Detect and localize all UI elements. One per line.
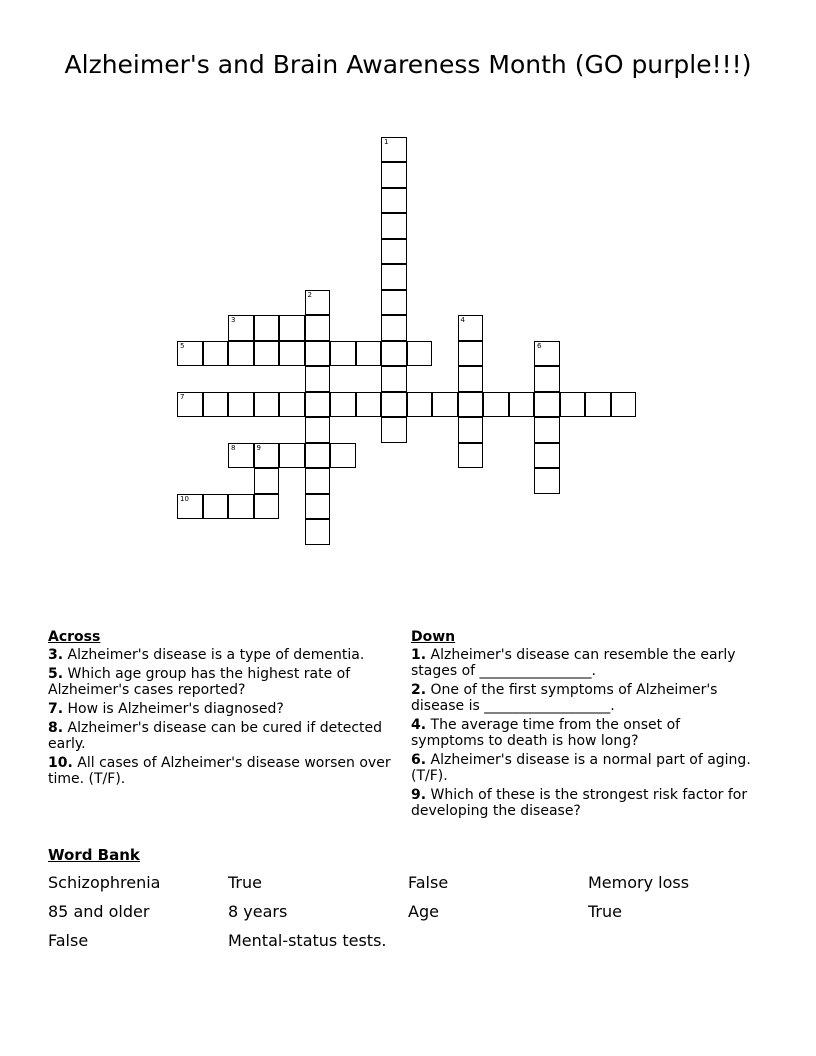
grid-cell[interactable] [534,443,560,469]
grid-cell[interactable] [279,443,305,469]
grid-cell[interactable] [228,392,254,418]
word-bank-item: False [408,873,449,892]
clue-number: 2. [411,682,427,698]
grid-cell[interactable] [534,341,560,367]
word-bank-item: 8 years [228,902,288,921]
grid-cell[interactable] [458,417,484,443]
across-clue [48,666,393,698]
grid-cell[interactable] [330,341,356,367]
grid-cell[interactable] [177,392,203,418]
grid-cell[interactable] [381,213,407,239]
down-clues [411,629,756,822]
grid-clue-number: 6 [537,341,542,350]
grid-cell[interactable] [305,417,331,443]
grid-cell[interactable] [305,519,331,545]
clue-number: 4. [411,717,427,733]
word-bank-item: Schizophrenia [48,873,161,892]
clue-text: One of the first symptoms of Alzheimer's disease is __________________. [411,682,718,714]
clue-text: Alzheimer's disease is a normal part of aging. (T/F). [411,752,751,784]
clue-number: 8. [48,720,64,736]
grid-cell[interactable] [203,341,229,367]
word-bank-heading: Word Bank [48,846,140,864]
grid-cell[interactable] [305,392,331,418]
page-title: Alzheimer's and Brain Awareness Month (GO purple!!!) [64,50,752,79]
across-heading: Across [48,629,101,645]
grid-cell[interactable] [254,392,280,418]
grid-cell[interactable] [356,392,382,418]
clue-text: Alzheimer's disease can be cured if detected early. [48,720,383,752]
grid-cell[interactable] [534,392,560,418]
down-heading: Down [411,629,456,645]
grid-cell[interactable] [305,341,331,367]
grid-clue-number: 7 [180,392,185,401]
word-bank-item: 85 and older [48,902,150,921]
grid-cell[interactable] [381,417,407,443]
grid-cell[interactable] [356,341,382,367]
down-clue [411,647,756,679]
clue-number: 6. [411,752,427,768]
grid-cell[interactable] [330,443,356,469]
grid-cell[interactable] [381,341,407,367]
grid-cell[interactable] [305,443,331,469]
grid-cell[interactable] [381,366,407,392]
grid-cell[interactable] [585,392,611,418]
grid-cell[interactable] [381,264,407,290]
grid-clue-number: 3 [231,316,236,324]
grid-cell[interactable] [407,392,433,418]
down-clue [411,752,756,784]
down-clue [411,717,756,749]
grid-clue-number: 1 [384,137,389,146]
word-bank-item: False [48,931,89,950]
grid-clue-number: 8 [231,443,236,452]
clue-text: Alzheimer's disease can resemble the early stages of ________________. [411,647,736,679]
grid-cell[interactable] [560,392,586,418]
grid-cell[interactable] [458,443,484,469]
grid-cell[interactable] [254,468,280,494]
clue-number: 7. [48,701,64,717]
word-bank-item: True [588,902,622,921]
grid-cell[interactable] [305,494,331,520]
grid-cell[interactable] [458,392,484,418]
grid-cell[interactable] [483,392,509,418]
clue-number: 3. [48,647,64,663]
grid-cell[interactable] [279,315,305,341]
grid-cell[interactable] [228,443,254,469]
grid-cell[interactable] [330,392,356,418]
grid-clue-number: 4 [460,316,465,324]
across-clue [48,647,393,663]
grid-cell[interactable] [381,290,407,316]
grid-cell[interactable] [458,341,484,367]
down-clue [411,682,756,714]
grid-clue-number: 10 [180,494,189,503]
grid-clue-number: 2 [307,290,312,299]
word-bank-item: Mental-status tests. [228,931,387,950]
grid-cell[interactable] [203,494,229,520]
grid-cell[interactable] [509,392,535,418]
grid-cell[interactable] [432,392,458,418]
clue-text: Which of these is the strongest risk factor for developing the disease? [411,787,748,819]
grid-cell[interactable] [279,341,305,367]
grid-cell[interactable] [228,315,254,341]
clue-number: 1. [411,647,427,663]
across-clue [48,755,393,787]
word-bank-item: Age [408,902,439,921]
down-clue [411,787,756,819]
grid-cell[interactable] [254,341,280,367]
clue-text: Alzheimer's disease is a type of dementia. [67,647,365,663]
grid-cell[interactable] [305,315,331,341]
clue-text: All cases of Alzheimer's disease worsen over time. (T/F). [48,755,391,787]
grid-cell[interactable] [381,392,407,418]
clue-number: 5. [48,666,64,682]
grid-cell[interactable] [381,162,407,188]
word-bank-item: Memory loss [588,873,690,892]
grid-cell[interactable] [254,494,280,520]
grid-cell[interactable] [254,315,280,341]
grid-clue-number: 5 [180,341,185,350]
grid-cell[interactable] [534,468,560,494]
grid-cell[interactable] [381,239,407,265]
grid-cell[interactable] [203,392,229,418]
grid-cell[interactable] [305,366,331,392]
grid-cell[interactable] [305,468,331,494]
grid-cell[interactable] [228,494,254,520]
grid-clue-number: 9 [256,443,261,452]
grid-cell[interactable] [534,366,560,392]
grid-cell[interactable] [611,392,637,418]
grid-cell[interactable] [305,290,331,316]
grid-cell[interactable] [381,137,407,163]
grid-cell[interactable] [381,188,407,214]
grid-cell[interactable] [279,392,305,418]
grid-cell[interactable] [228,341,254,367]
grid-cell[interactable] [458,366,484,392]
across-clues [48,629,393,790]
across-clue [48,720,393,752]
word-bank-item: True [228,873,262,892]
clue-text: How is Alzheimer's diagnosed? [67,701,284,717]
grid-cell[interactable] [177,494,203,520]
clue-text: The average time from the onset of symptoms to death is how long? [411,717,681,749]
grid-cell[interactable] [458,315,484,341]
grid-cell[interactable] [177,341,203,367]
clue-text: Which age group has the highest rate of Alzheimer's cases reported? [48,666,351,698]
grid-cell[interactable] [381,315,407,341]
clue-number: 10. [48,755,73,771]
across-clue [48,701,393,717]
clue-number: 9. [411,787,427,803]
grid-cell[interactable] [407,341,433,367]
grid-cell[interactable] [534,417,560,443]
grid-cell[interactable] [254,443,280,469]
